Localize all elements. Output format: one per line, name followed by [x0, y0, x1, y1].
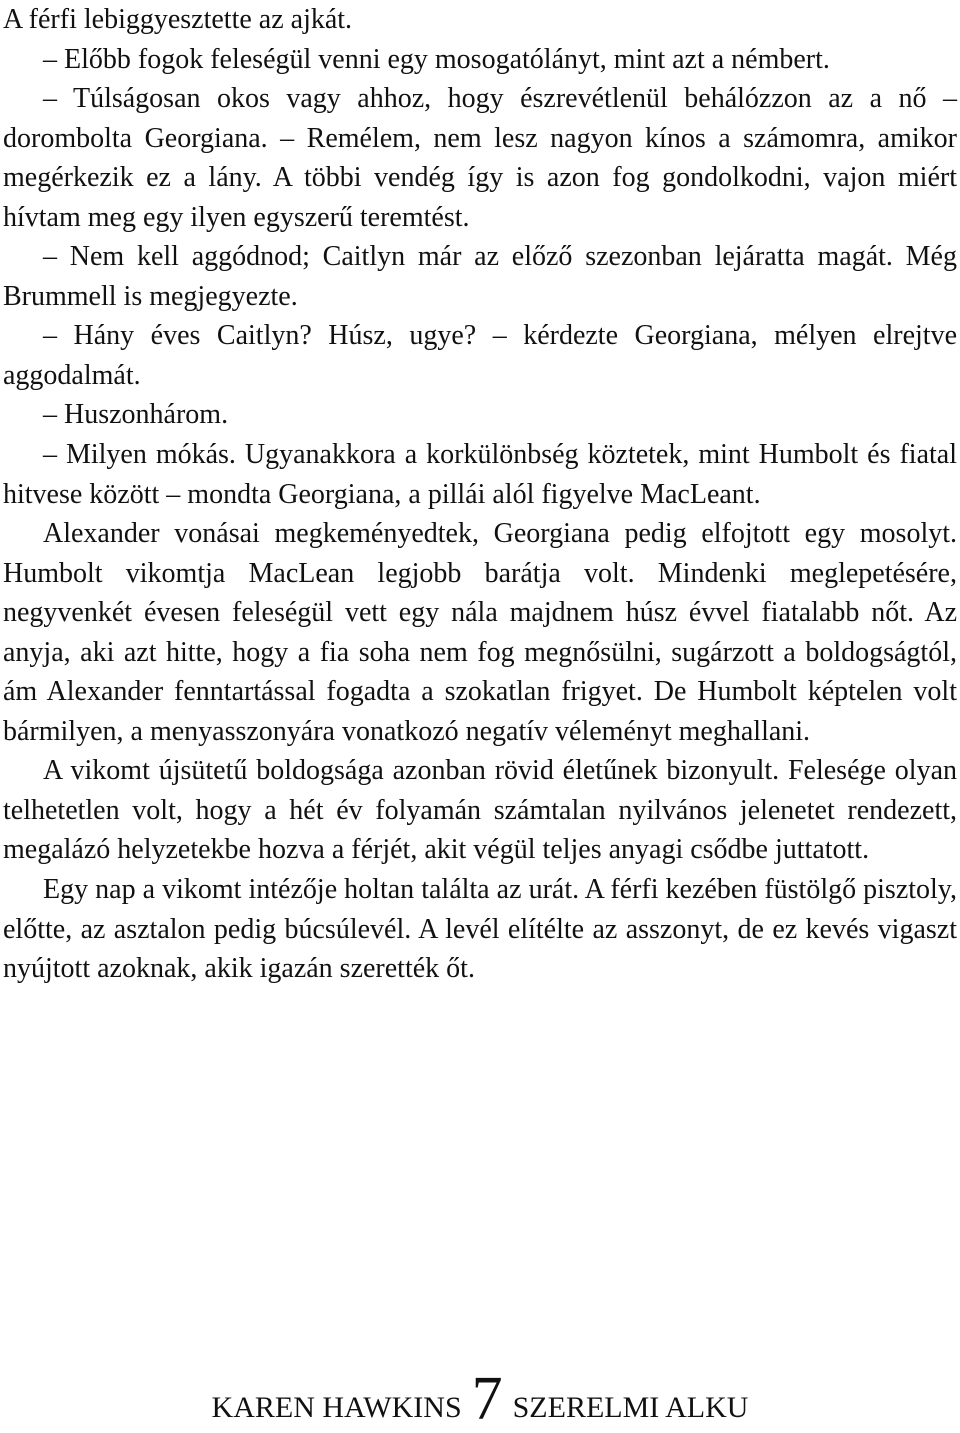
paragraph-7: – Milyen mókás. Ugyanakkora a korkülönbség köztetek, mint Humbolt és fiatal hitvese között – mondta Georgiana, a pillái alól figyelve MacLeant. — [3, 439, 957, 510]
paragraph-8: Alexander vonásai megkeményedtek, Georgiana pedig elfojtott egy mosolyt. Humbolt vikomtja MacLean legjobb barátja volt. Mindenki meglepetésére, negyvenkét évesen feleségül vett egy nála majdnem húsz évvel fiatalabb nőt. Az anyja, aki azt hitte, hogy a fia soha nem fog megnősülni, sugárzott a boldogságtól, ám Alexander fenntartással fogadta a szokatlan frigyet. De Humbolt képtelen volt bármilyen, a menyasszonyára vonatkozó negatív véleményt meghallani. — [3, 518, 957, 747]
paragraph-2: – Előbb fogok feleségül venni egy mosogatólányt, mint azt a némbert. — [43, 43, 830, 75]
page-number: 7 — [471, 1365, 503, 1433]
footer-author: KAREN HAWKINS — [211, 1391, 462, 1424]
paragraph-10: Egy nap a vikomt intézője holtan találta az urát. A férfi kezében füstölgő pisztoly, előtte, az asztalon pedig búcsúlevél. A levél elítélte az asszonyt, de ez kevés vigaszt nyújtott azoknak, akik igazán szerették őt. — [3, 874, 957, 985]
paragraph-4: – Nem kell aggódnod; Caitlyn már az előző szezonban lejáratta magát. Még Brummell is megjegyezte. — [3, 241, 957, 312]
paragraph-1: A férfi lebiggyesztette az ajkát. — [3, 4, 353, 35]
paragraph-9: A vikomt újsütetű boldogsága azonban rövid életűnek bizonyult. Felesége olyan telhetetlen volt, hogy a hét év folyamán számtalan nyilvános jelenetet rendezett, megalázó helyzetekbe hozva a férjét, akit végül teljes anyagi csődbe juttatott. — [3, 755, 957, 866]
page-footer — [0, 1365, 960, 1433]
paragraph-5: – Hány éves Caitlyn? Húsz, ugye? – kérdezte Georgiana, mélyen elrejtve aggodalmát. — [3, 320, 957, 391]
paragraph-6: – Huszonhárom. — [43, 399, 229, 431]
footer-book-title: SZERELMI ALKU — [512, 1391, 749, 1424]
paragraph-3: – Túlságosan okos vagy ahhoz, hogy észrevétlenül behálózzon az a nő – dorombolta Georgiana. – Remélem, nem lesz nagyon kínos a számomra, amikor megérkezik ez a lány. A többi vendég így is azon fog gondolkodni, vajon miért hívtam meg egy ilyen egyszerű teremtést. — [3, 83, 957, 233]
document-body — [3, 0, 957, 989]
